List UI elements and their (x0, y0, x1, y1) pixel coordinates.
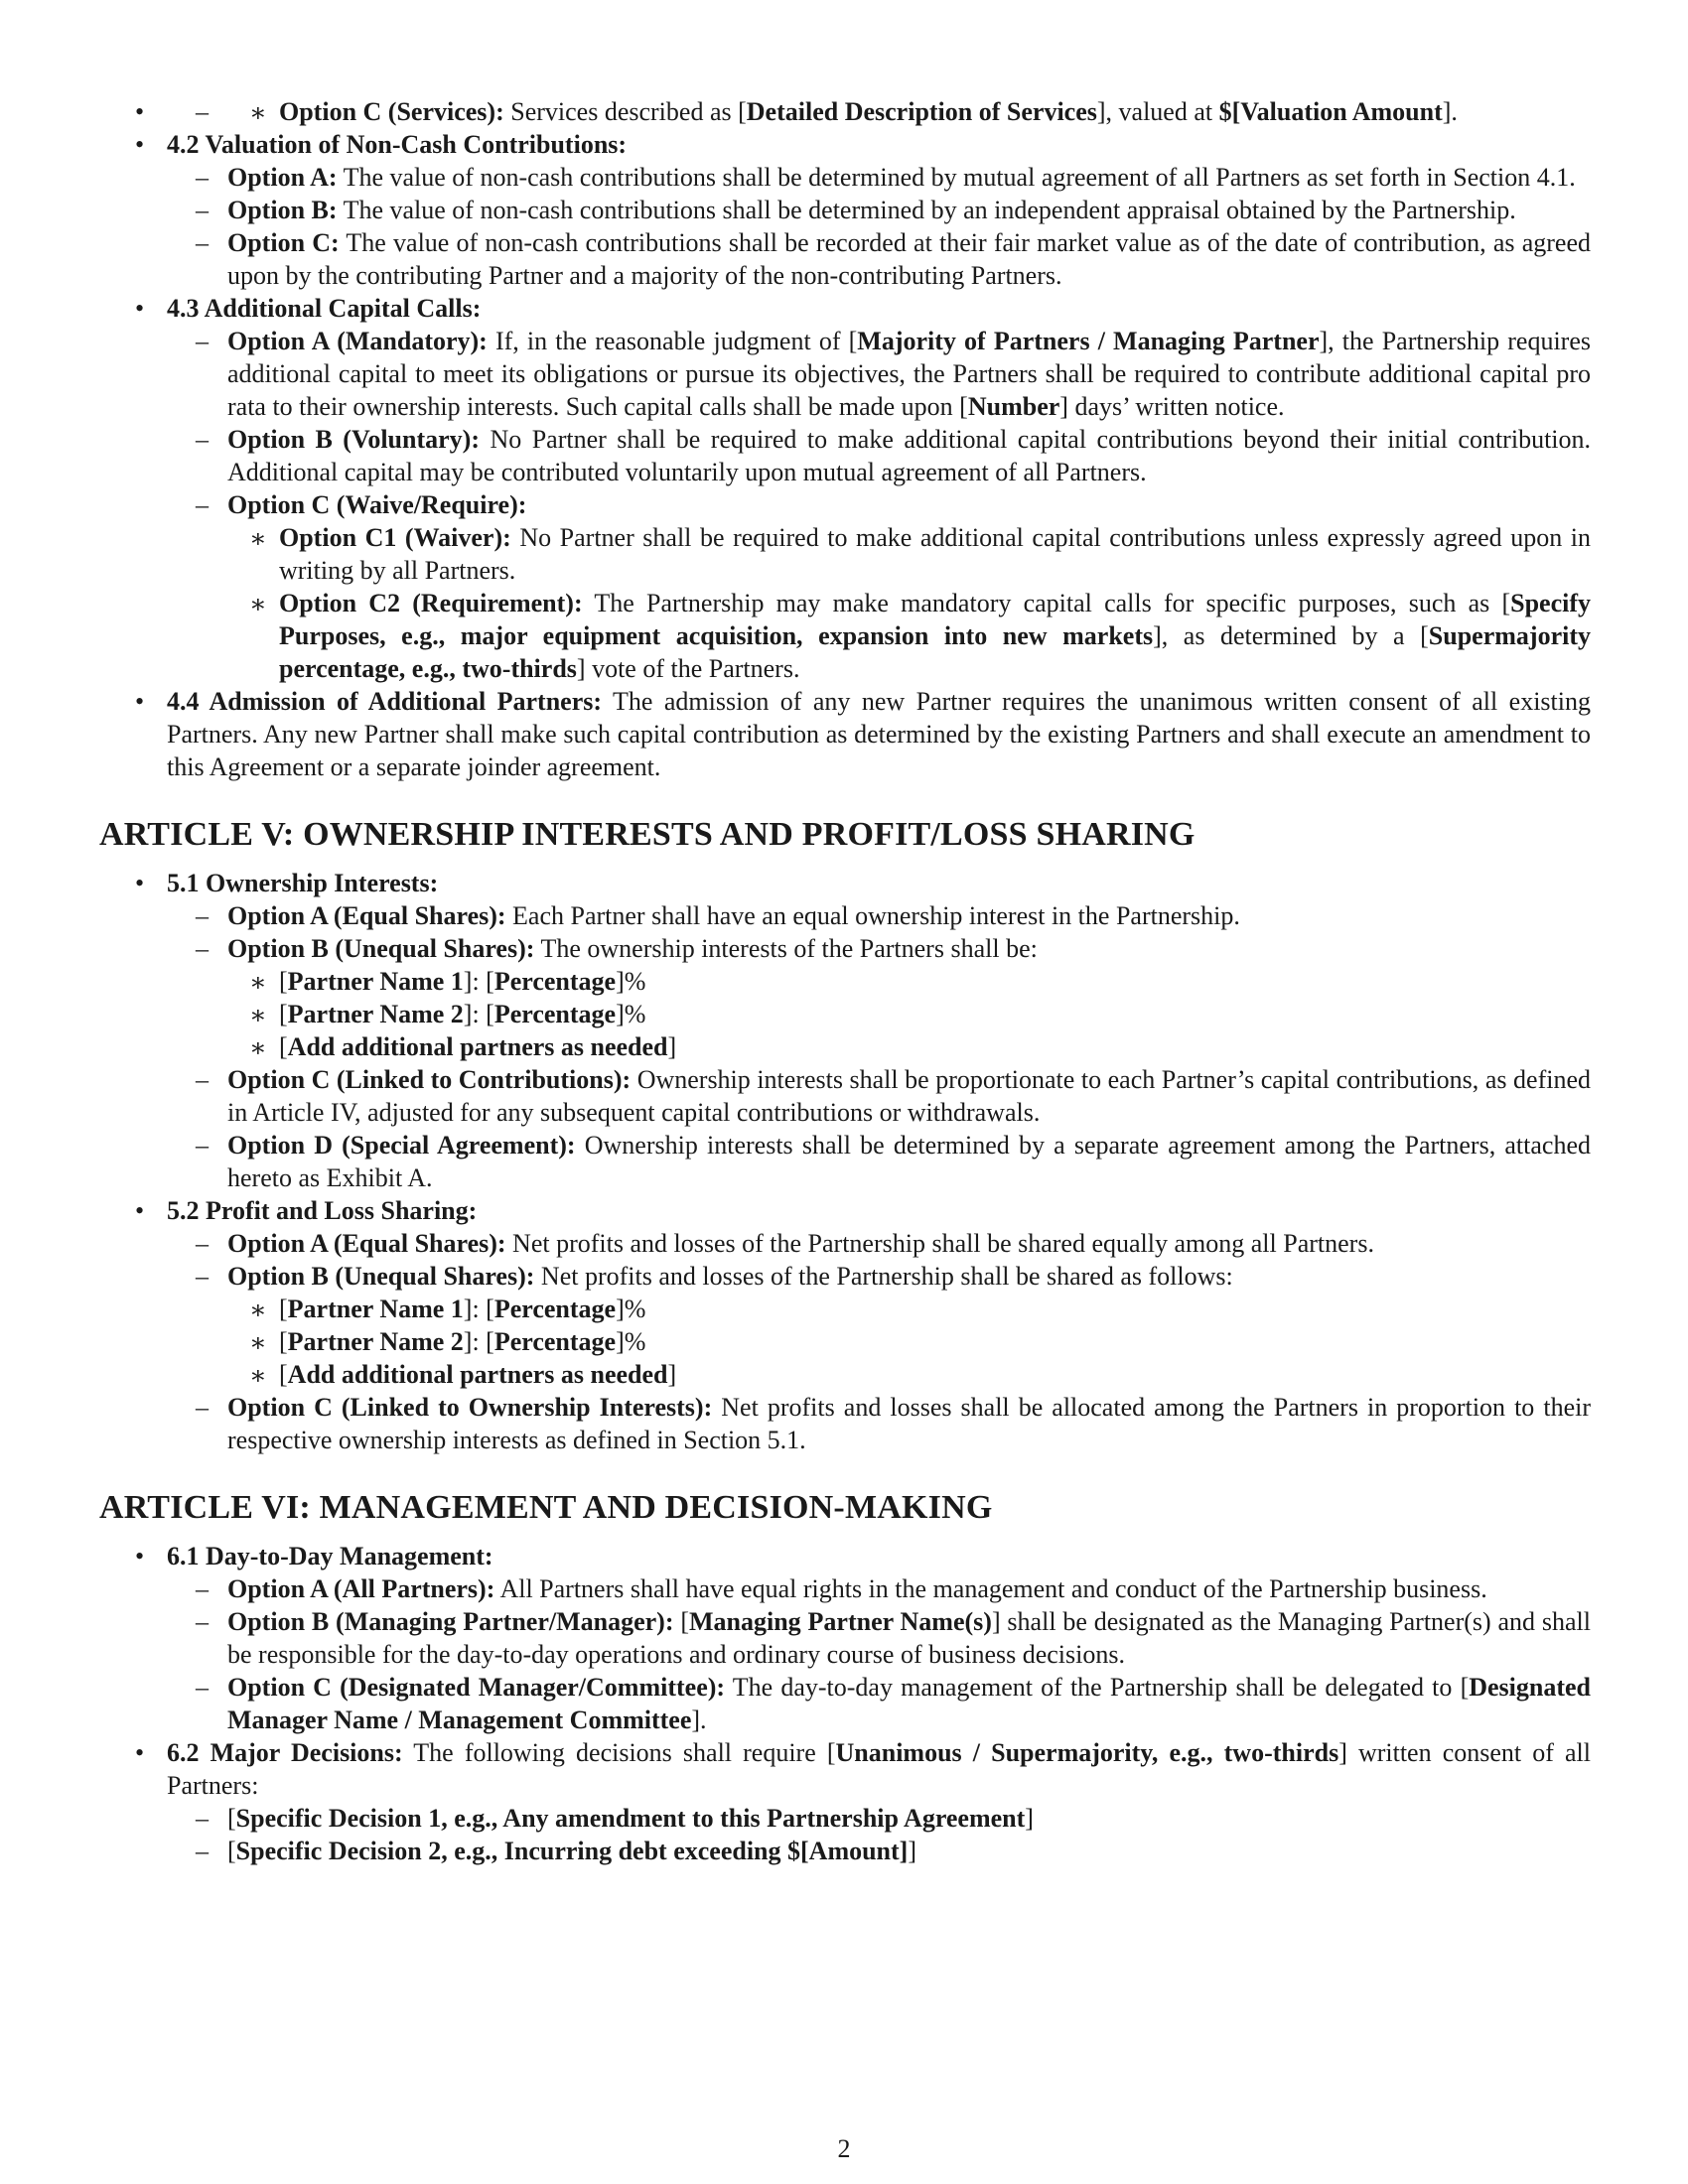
s51-option-b: – Option B (Unequal Shares): The ownership interests of the Partners shall be: ∗ [Partner Name 1]: [Percentage]% ∗ [Partner Name 2]: [Percentage]% ∗ [Add additional partners as needed] (227, 932, 1591, 1063)
section-4-continuation (99, 95, 1591, 128)
section-4-2: • 4.2 Valuation of Non-Cash Contributions: – Option A: The value of non-cash contributions shall be determined by mutual agreement of all Partners as set forth in Section 4.1. – Option B: The value of non-cash contributions shall be determined by an independent appraisal obtained by the Partnership. – Option C: The value of non-cash contributions shall be recorded at their fair market value as of the date of contribution, as agreed upon by the contributing Partner and a majority of the non-contributing Partners. (167, 128, 1591, 292)
section-4-list (99, 128, 1591, 783)
s42-option-a: – Option A: The value of non-cash contributions shall be determined by mutual agreement of all Partners as set forth in Section 4.1. (227, 161, 1591, 194)
s51-partner-more: ∗ [Add additional partners as needed] (279, 1030, 1591, 1063)
s52-partner-1: ∗ [Partner Name 1]: [Percentage]% (279, 1293, 1591, 1325)
s43-option-c2: ∗ Option C2 (Requirement): The Partnership may make mandatory capital calls for specific purposes, such as [Specify Purposes, e.g., major equipment acquisition, expansion into new markets], as determined by a [Supermajority percentage, e.g., two-thirds] vote of the Partners. (279, 587, 1591, 685)
section-4-4: • 4.4 Admission of Additional Partners: The admission of any new Partner requires the unanimous written consent of all existing Partners. Any new Partner shall make such capital contribution as determined by the existing Partners and shall execute an amendment to this Agreement or a separate joinder agreement. (167, 685, 1591, 783)
s62-decision-2: – [Specific Decision 2, e.g., Incurring debt exceeding $[Amount]] (227, 1835, 1591, 1867)
s51-option-d: – Option D (Special Agreement): Ownership interests shall be determined by a separate agreement among the Partners, attached hereto as Exhibit A. (227, 1129, 1591, 1194)
s52-option-b: – Option B (Unequal Shares): Net profits and losses of the Partnership shall be shared as follows: ∗ [Partner Name 1]: [Percentage]% ∗ [Partner Name 2]: [Percentage]% ∗ [Add additional partners as needed] (227, 1260, 1591, 1391)
s52-option-a: – Option A (Equal Shares): Net profits and losses of the Partnership shall be shared equally among all Partners. (227, 1227, 1591, 1260)
s51-partner-2: ∗ [Partner Name 2]: [Percentage]% (279, 998, 1591, 1030)
article-5-heading: ARTICLE V: OWNERSHIP INTERESTS AND PROFIT/LOSS SHARING (99, 816, 1196, 853)
s62-decision-1: – [Specific Decision 1, e.g., Any amendment to this Partnership Agreement] (227, 1802, 1591, 1835)
s42-option-b: – Option B: The value of non-cash contributions shall be determined by an independent appraisal obtained by the Partnership. (227, 194, 1591, 226)
s51-option-c: – Option C (Linked to Contributions): Ownership interests shall be proportionate to each Partner’s capital contributions, as defined in Article IV, adjusted for any subsequent capital contributions or withdrawals. (227, 1063, 1591, 1129)
s43-option-b: – Option B (Voluntary): No Partner shall be required to make additional capital contributions beyond their initial contribution. Additional capital may be contributed voluntarily upon mutual agreement of all Partners. (227, 423, 1591, 488)
section-5-2: • 5.2 Profit and Loss Sharing: – Option A (Equal Shares): Net profits and losses of the Partnership shall be shared equally among all Partners. – Option B (Unequal Shares): Net profits and losses of the Partnership shall be shared as follows: ∗ [Partner Name 1]: [Percentage]% ∗ [Partner Name 2]: [Percentage]% ∗ [Add additional partners as needed] – Option C (Linked to Ownership Interests): Net profits and losses shall be allocated among the Partners in proportion to their respective ownership interests as defined in Section 5.1. (167, 1194, 1591, 1456)
section-6-1: • 6.1 Day-to-Day Management: – Option A (All Partners): All Partners shall have equal rights in the management and conduct of the Partnership business. – Option B (Managing Partner/Manager): [Managing Partner Name(s)] shall be designated as the Managing Partner(s) and shall be responsible for the day-to-day operations and ordinary course of business decisions. – Option C (Designated Manager/Committee): The day-to-day management of the Partnership shall be delegated to [Designated Manager Name / Management Committee]. (167, 1540, 1591, 1736)
s52-partner-more: ∗ [Add additional partners as needed] (279, 1358, 1591, 1391)
page-number: 2 (837, 2134, 851, 2163)
s43-option-c: – Option C (Waive/Require): ∗ Option C1 (Waiver): No Partner shall be required to make additional capital contributions unless expressly agreed upon in writing by all Partners. ∗ Option C2 (Requirement): The Partnership may make mandatory capital calls for specific purposes, such as [Specify Purposes, e.g., major equipment acquisition, expansion into new markets], as determined by a [Supermajority percentage, e.g., two-thirds] vote of the Partners. (227, 488, 1591, 685)
section-6-2: • 6.2 Major Decisions: The following decisions shall require [Unanimous / Supermajority, e.g., two-thirds] written consent of all Partners: – [Specific Decision 1, e.g., Any amendment to this Partnership Agreement] – [Specific Decision 2, e.g., Incurring debt exceeding $[Amount]] (167, 1736, 1591, 1867)
section-5-1: • 5.1 Ownership Interests: – Option A (Equal Shares): Each Partner shall have an equal ownership interest in the Partnership. – Option B (Unequal Shares): The ownership interests of the Partners shall be: ∗ [Partner Name 1]: [Percentage]% ∗ [Partner Name 2]: [Percentage]% ∗ [Add additional partners as needed] – Option C (Linked to Contributions): Ownership interests shall be proportionate to each Partner’s capital contributions, as defined in Article IV, adjusted for any subsequent capital contributions or withdrawals. – Option D (Special Agreement): Ownership interests shall be determined by a separate agreement among the Partners, attached hereto as Exhibit A. (167, 867, 1591, 1194)
s51-partner-1: ∗ [Partner Name 1]: [Percentage]% (279, 965, 1591, 998)
document-page (99, 95, 1591, 1867)
section-4-3: • 4.3 Additional Capital Calls: – Option A (Mandatory): If, in the reasonable judgment of [Majority of Partners / Managing Partner], the Partnership requires additional capital to meet its obligations or pursue its objectives, the Partners shall be required to contribute additional capital pro rata to their ownership interests. Such capital calls shall be made upon [Number] days’ written notice. – Option B (Voluntary): No Partner shall be required to make additional capital contributions beyond their initial contribution. Additional capital may be contributed voluntarily upon mutual agreement of all Partners. – Option C (Waive/Require): ∗ Option C1 (Waiver): No Partner shall be required to make additional capital contributions unless expressly agreed upon in writing by all Partners. ∗ Option C2 (Requirement): The Partnership may make mandatory capital calls for specific purposes, such as [Specify Purposes, e.g., major equipment acquisition, expansion into new markets], as determined by a [Supermajority percentage, e.g., two-thirds] vote of the Partners. (167, 292, 1591, 685)
s61-option-c: – Option C (Designated Manager/Committee): The day-to-day management of the Partnership shall be delegated to [Designated Manager Name / Management Committee]. (227, 1671, 1591, 1736)
s51-option-a: – Option A (Equal Shares): Each Partner shall have an equal ownership interest in the Partnership. (227, 899, 1591, 932)
s43-option-c1: ∗ Option C1 (Waiver): No Partner shall be required to make additional capital contributions unless expressly agreed upon in writing by all Partners. (279, 521, 1591, 587)
continuation-subitem (227, 95, 1591, 128)
section-5-list (99, 867, 1591, 1456)
s61-option-a: – Option A (All Partners): All Partners shall have equal rights in the management and conduct of the Partnership business. (227, 1572, 1591, 1605)
section-6-list (99, 1540, 1591, 1867)
article-6-heading: ARTICLE VI: MANAGEMENT AND DECISION-MAKING (99, 1489, 993, 1526)
s43-option-a: – Option A (Mandatory): If, in the reasonable judgment of [Majority of Partners / Managing Partner], the Partnership requires additional capital to meet its obligations or pursue its objectives, the Partners shall be required to contribute additional capital pro rata to their ownership interests. Such capital calls shall be made upon [Number] days’ written notice. (227, 325, 1591, 423)
s61-option-b: – Option B (Managing Partner/Manager): [Managing Partner Name(s)] shall be designated as the Managing Partner(s) and shall be responsible for the day-to-day operations and ordinary course of business decisions. (227, 1605, 1591, 1671)
continuation-item (167, 95, 1591, 128)
s52-option-c: – Option C (Linked to Ownership Interests): Net profits and losses shall be allocated among the Partners in proportion to their respective ownership interests as defined in Section 5.1. (227, 1391, 1591, 1456)
option-c-services: ∗ – • Option C (Services): Services described as [Detailed Description of Services], valued at $[Valuation Amount]. (279, 95, 1591, 128)
s42-option-c: – Option C: The value of non-cash contributions shall be recorded at their fair market value as of the date of contribution, as agreed upon by the contributing Partner and a majority of the non-contributing Partners. (227, 226, 1591, 292)
s52-partner-2: ∗ [Partner Name 2]: [Percentage]% (279, 1325, 1591, 1358)
